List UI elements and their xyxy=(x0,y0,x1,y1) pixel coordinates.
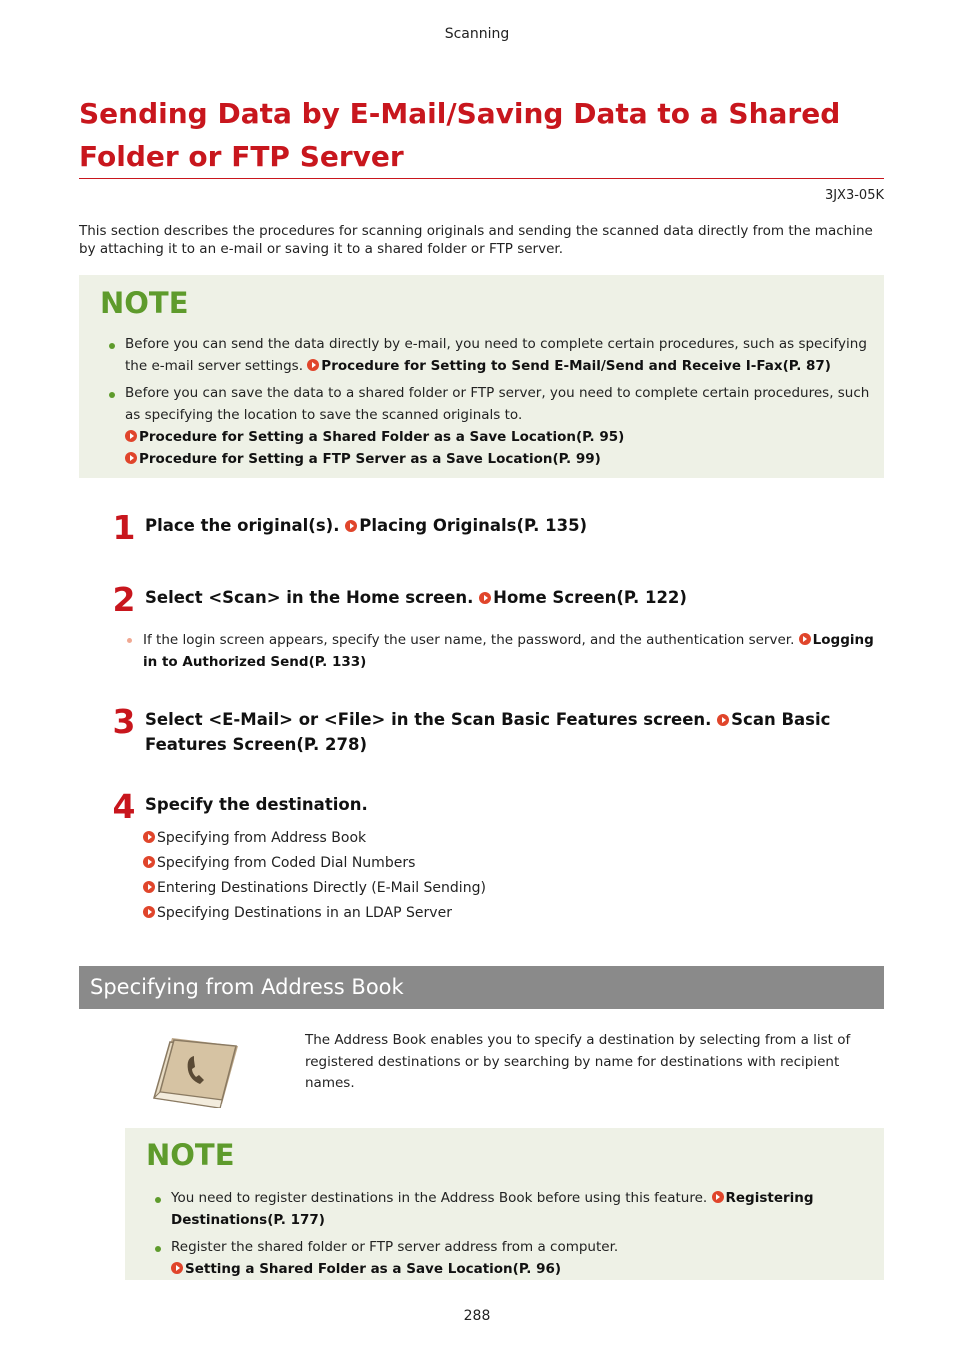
link-logging-in[interactable]: Logging in to Authorized Send(P. 133) xyxy=(143,632,874,670)
link-arrow-icon xyxy=(143,856,155,868)
bullet-icon xyxy=(109,343,115,349)
note-title: NOTE xyxy=(100,286,189,320)
link-arrow-icon xyxy=(712,1191,724,1203)
link-entering-directly[interactable]: Entering Destinations Directly (E-Mail Sending) xyxy=(143,876,843,901)
section-description: The Address Book enables you to specify a destination by selecting from a list of registered destinations or by searching by name for destinations with recipient names. xyxy=(305,1032,851,1091)
link-setting-shared-folder[interactable]: Setting a Shared Folder as a Save Location(P. 96) xyxy=(171,1258,846,1280)
link-arrow-icon xyxy=(799,633,811,645)
note-item xyxy=(100,382,870,470)
step-number: 3 xyxy=(112,702,136,741)
intro-paragraph: This section describes the procedures for scanning originals and sending the scanned data directly from the machine by attaching it to an e-mail or saving it to a shared folder or FTP server. xyxy=(79,223,873,257)
section-heading: Specifying from Address Book xyxy=(79,966,884,1009)
note-list xyxy=(146,1187,846,1280)
step-text: Specify the destination. xyxy=(145,795,368,814)
link-arrow-icon xyxy=(143,881,155,893)
note-box xyxy=(79,275,884,478)
note-item xyxy=(100,333,870,377)
step-number: 4 xyxy=(112,787,136,826)
link-arrow-icon xyxy=(479,592,491,604)
step-number: 1 xyxy=(112,508,136,547)
step-text: Select <E-Mail> or <File> in the Scan Basic Features screen. Scan Basic Features Screen(P. 278) xyxy=(145,710,831,754)
link-scan-basic-features[interactable]: Scan Basic Features Screen(P. 278) xyxy=(145,710,831,754)
bullet-icon xyxy=(155,1246,161,1252)
link-procedure-shared-folder[interactable]: Procedure for Setting a Shared Folder as a Save Location(P. 95) xyxy=(125,426,870,448)
running-header: Scanning xyxy=(444,26,510,42)
note-item-text: Before you can send the data directly by e-mail, you need to complete certain procedures, such as specifying the e-mail server settings. xyxy=(125,336,867,374)
link-home-screen[interactable]: Home Screen(P. 122) xyxy=(479,588,687,607)
note-item: Register the shared folder or FTP server address from a computer. Setting a Shared Folder as a Save Location(P. 96) xyxy=(146,1236,846,1280)
link-arrow-icon xyxy=(307,359,319,371)
link-registering-destinations[interactable]: Registering Destinations(P. 177) xyxy=(171,1190,814,1228)
link-arrow-icon xyxy=(125,430,137,442)
bullet-icon xyxy=(127,638,132,643)
link-arrow-icon xyxy=(125,452,137,464)
link-arrow-icon xyxy=(143,906,155,918)
note-box xyxy=(125,1128,884,1280)
document-id: 3JX3-05K xyxy=(824,188,884,203)
note-title: NOTE xyxy=(146,1138,235,1172)
link-address-book[interactable]: Specifying from Address Book xyxy=(143,826,843,851)
bullet-icon xyxy=(155,1197,161,1203)
page-number: 288 xyxy=(463,1308,491,1324)
step-number: 2 xyxy=(112,580,136,619)
step-text: Select <Scan> in the Home screen. Home Screen(P. 122) xyxy=(145,588,687,607)
link-coded-dial[interactable]: Specifying from Coded Dial Numbers xyxy=(143,851,843,876)
bullet-icon xyxy=(109,392,115,398)
destination-links xyxy=(143,826,843,926)
note-item-text: Before you can save the data to a shared folder or FTP server, you need to complete certain procedures, such as specifying the location to save the scanned originals to. xyxy=(125,385,870,423)
link-placing-originals[interactable]: Placing Originals(P. 135) xyxy=(345,516,587,535)
link-arrow-icon xyxy=(171,1262,183,1274)
link-arrow-icon xyxy=(717,714,729,726)
step-text: Place the original(s). Placing Originals(P. 135) xyxy=(145,516,588,535)
link-arrow-icon xyxy=(345,520,357,532)
address-book-icon xyxy=(150,1028,242,1108)
link-arrow-icon xyxy=(143,831,155,843)
step-bullet-list xyxy=(125,629,875,673)
note-item: You need to register destinations in the Address Book before using this feature. Registering Destinations(P. 177) xyxy=(146,1187,846,1231)
link-ldap-server[interactable]: Specifying Destinations in an LDAP Server xyxy=(143,901,843,926)
note-list xyxy=(100,333,870,470)
title-divider xyxy=(79,178,884,179)
page-title: Sending Data by E-Mail/Saving Data to a Shared Folder or FTP Server xyxy=(79,97,841,173)
step-bullet-item: If the login screen appears, specify the user name, the password, and the authentication server. Logging in to Authorized Send(P. 133) xyxy=(125,629,875,673)
link-procedure-ftp-server[interactable]: Procedure for Setting a FTP Server as a Save Location(P. 99) xyxy=(125,448,870,470)
link-procedure-send-email[interactable]: Procedure for Setting to Send E-Mail/Send and Receive I-Fax(P. 87) xyxy=(307,358,831,374)
